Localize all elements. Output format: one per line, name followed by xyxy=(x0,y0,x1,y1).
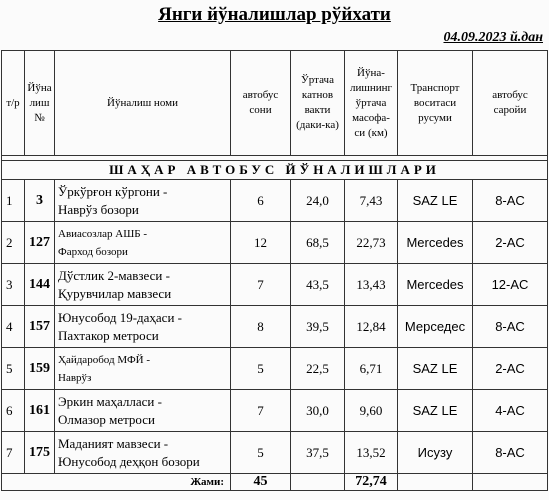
vehicle-type: Исузу xyxy=(398,432,473,474)
distance: 7,43 xyxy=(345,180,398,222)
header-vehicle: Транспорт воситаси русуми xyxy=(398,51,473,156)
total-label: Жами: xyxy=(2,474,231,491)
header-interval: Ўртача катнов вакти (даки-ка) xyxy=(291,51,345,156)
route-name-line2: Пахтакор метроси xyxy=(58,327,159,343)
vehicle-type: SAZ LE xyxy=(398,180,473,222)
row-index: 7 xyxy=(2,432,25,474)
route-name xyxy=(55,432,231,474)
route-name xyxy=(55,264,231,306)
distance: 22,73 xyxy=(345,222,398,264)
header-tr: т/р xyxy=(2,51,25,156)
route-name-line2: Олмазор метроси xyxy=(58,411,155,427)
bus-count: 6 xyxy=(231,180,291,222)
total-empty-2 xyxy=(398,474,473,491)
depot: 8-AC xyxy=(473,306,548,348)
header-distance: Йўна-лишнинг ўртача масофа-си (км) xyxy=(345,51,398,156)
interval: 24,0 xyxy=(291,180,345,222)
total-empty-3 xyxy=(473,474,548,491)
header-route-name: Йўналиш номи xyxy=(55,51,231,156)
total-empty-1 xyxy=(291,474,345,491)
route-name-line1: Ҳайдаробод МФЙ - xyxy=(58,353,151,366)
distance: 9,60 xyxy=(345,390,398,432)
route-number: 157 xyxy=(25,306,55,348)
bus-count: 12 xyxy=(231,222,291,264)
total-distance: 72,74 xyxy=(345,474,398,491)
bus-count: 7 xyxy=(231,264,291,306)
row-index: 1 xyxy=(2,180,25,222)
row-index: 3 xyxy=(2,264,25,306)
route-number: 127 xyxy=(25,222,55,264)
route-name-line1: Авиасозлар АШБ - xyxy=(58,227,148,240)
depot: 8-AC xyxy=(473,180,548,222)
route-name xyxy=(55,306,231,348)
interval: 30,0 xyxy=(291,390,345,432)
route-name-line2: Наврўз бозори xyxy=(58,201,139,217)
depot: 2-AC xyxy=(473,222,548,264)
route-name-line2: Фарход бозори xyxy=(58,245,128,258)
row-index: 4 xyxy=(2,306,25,348)
vehicle-type: SAZ LE xyxy=(398,390,473,432)
section-title: ШАҲАР АВТОБУС ЙЎНАЛИШЛАРИ xyxy=(2,161,548,180)
route-name-line2: Наврўз xyxy=(58,371,92,384)
depot: 4-AC xyxy=(473,390,548,432)
total-row xyxy=(2,474,548,491)
row-index: 2 xyxy=(2,222,25,264)
table-row xyxy=(2,306,548,348)
routes-table xyxy=(1,50,548,491)
route-name-line1: Эркин маҳалласи - xyxy=(58,393,162,409)
bus-count: 8 xyxy=(231,306,291,348)
bus-count: 5 xyxy=(231,432,291,474)
interval: 39,5 xyxy=(291,306,345,348)
total-buses: 45 xyxy=(231,474,291,491)
route-name-line1: Юнусобод 19-даҳаси - xyxy=(58,309,182,325)
depot: 2-AC xyxy=(473,348,548,390)
bus-count: 7 xyxy=(231,390,291,432)
route-name xyxy=(55,222,231,264)
header-route-no: Йўна лиш № xyxy=(25,51,55,156)
depot: 12-AC xyxy=(473,264,548,306)
header-depot: автобус саройи xyxy=(473,51,548,156)
vehicle-type: SAZ LE xyxy=(398,348,473,390)
table-row xyxy=(2,432,548,474)
row-index: 6 xyxy=(2,390,25,432)
table-row xyxy=(2,264,548,306)
route-number: 175 xyxy=(25,432,55,474)
vehicle-type: Mercedes xyxy=(398,264,473,306)
route-name xyxy=(55,390,231,432)
document-title: Янги йўналишлар рўйхати xyxy=(158,4,391,25)
route-name-line1: Дўстлик 2-мавзеси - xyxy=(58,267,170,283)
vehicle-type: Mercedes xyxy=(398,222,473,264)
table-row xyxy=(2,222,548,264)
route-number: 161 xyxy=(25,390,55,432)
bus-count: 5 xyxy=(231,348,291,390)
interval: 22,5 xyxy=(291,348,345,390)
section-row xyxy=(2,161,548,180)
route-name xyxy=(55,180,231,222)
route-name xyxy=(55,348,231,390)
table-row xyxy=(2,390,548,432)
table-body xyxy=(2,180,548,474)
interval: 43,5 xyxy=(291,264,345,306)
table-header-row xyxy=(2,51,548,156)
route-name-line1: Маданият мавзеси - xyxy=(58,435,169,451)
distance: 12,84 xyxy=(345,306,398,348)
route-name-line2: Юнусобод деҳқон бозори xyxy=(58,453,200,469)
distance: 13,52 xyxy=(345,432,398,474)
distance: 6,71 xyxy=(345,348,398,390)
row-index: 5 xyxy=(2,348,25,390)
route-name-line1: Ўркўрғон кўргони - xyxy=(58,183,168,199)
route-number: 144 xyxy=(25,264,55,306)
route-number: 159 xyxy=(25,348,55,390)
header-bus-count: автобус сони xyxy=(231,51,291,156)
distance: 13,43 xyxy=(345,264,398,306)
depot: 8-AC xyxy=(473,432,548,474)
route-number: 3 xyxy=(25,180,55,222)
table-row xyxy=(2,348,548,390)
table-row xyxy=(2,180,548,222)
interval: 68,5 xyxy=(291,222,345,264)
route-name-line2: Қурувчилар мавзеси xyxy=(58,285,172,301)
vehicle-type: Мерседес xyxy=(398,306,473,348)
interval: 37,5 xyxy=(291,432,345,474)
document-date: 04.09.2023 й.дан xyxy=(443,30,543,45)
